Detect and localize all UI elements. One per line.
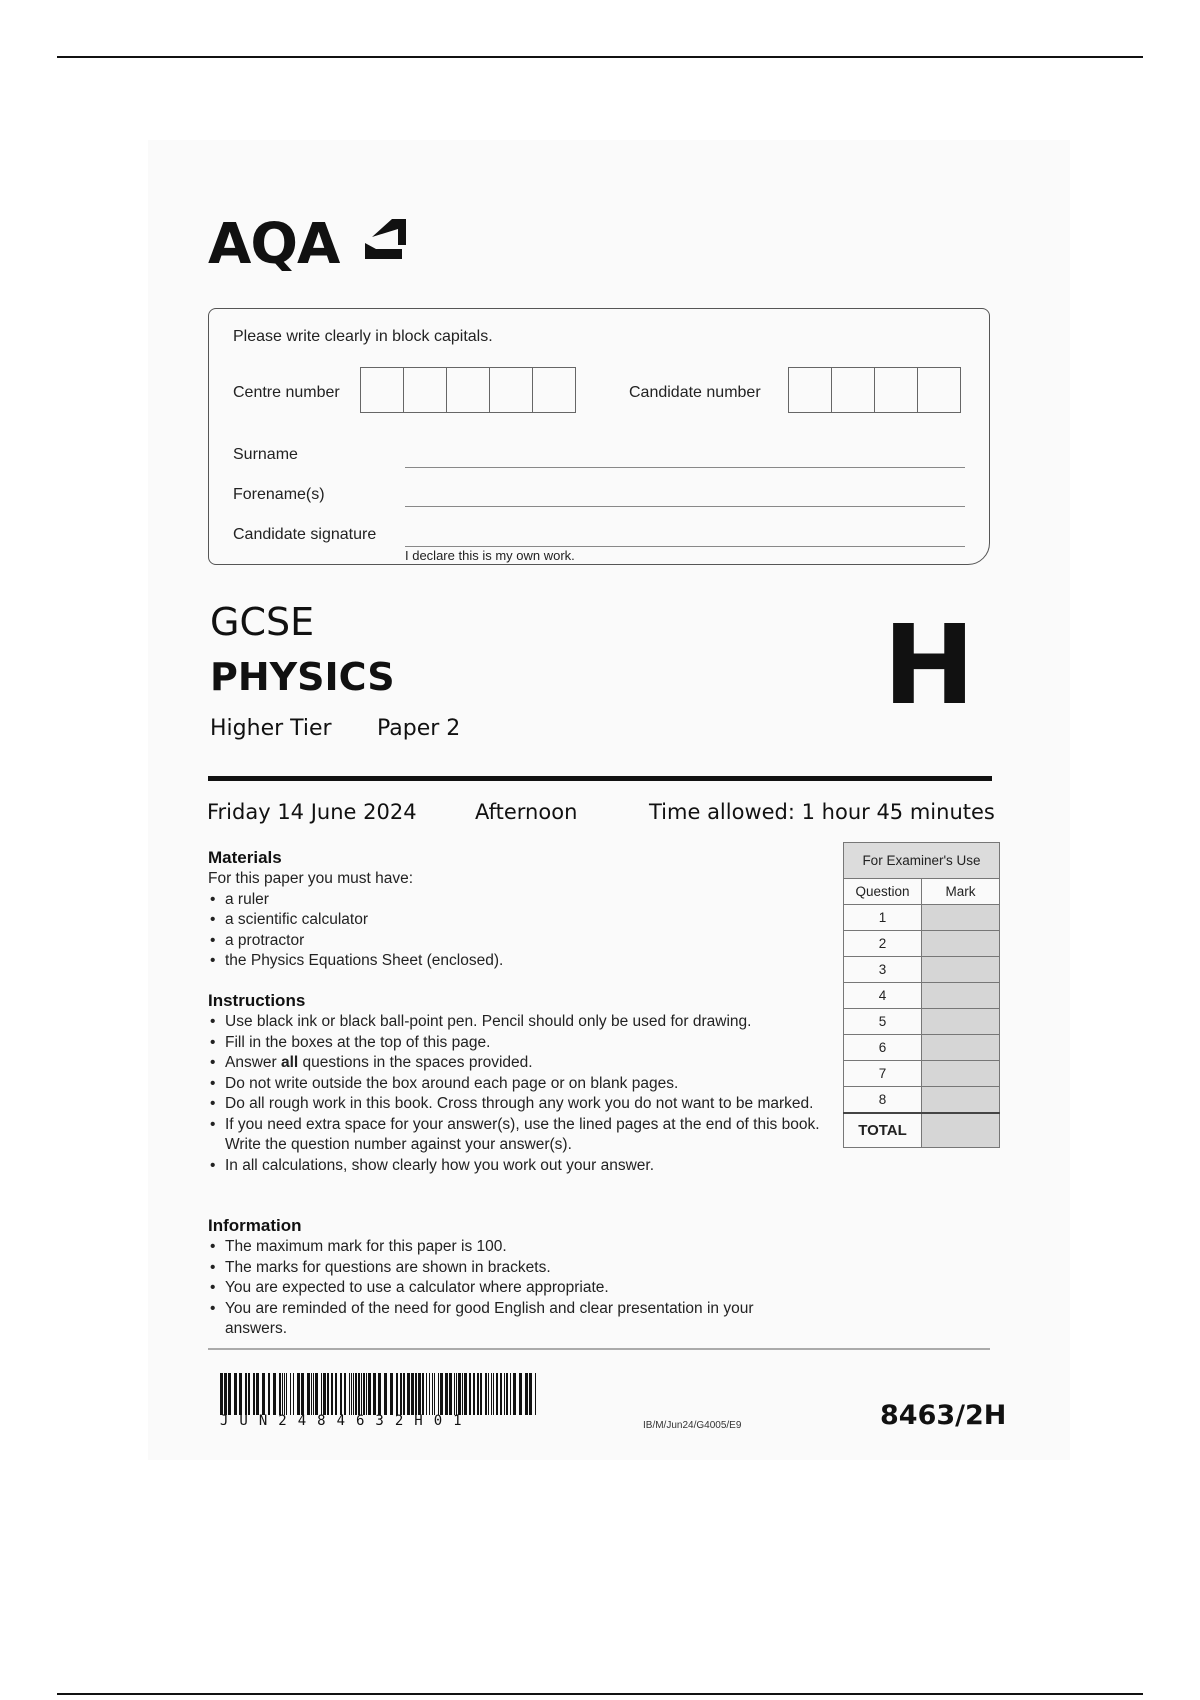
candidate-digit-box[interactable] [788, 367, 832, 413]
centre-digit-box[interactable] [532, 367, 576, 413]
table-row [844, 1061, 1000, 1087]
centre-number-label: Centre number [233, 384, 340, 401]
mark-cell[interactable] [922, 1009, 1000, 1035]
total-label: TOTAL [844, 1113, 922, 1148]
mark-cell[interactable] [922, 931, 1000, 957]
list-item: • a scientific calculator [208, 910, 828, 931]
materials-list [208, 890, 828, 972]
time-allowed: Time allowed: 1 hour 45 minutes [649, 800, 995, 824]
barcode-icon [220, 1373, 536, 1415]
list-item: • The maximum mark for this paper is 100. [208, 1237, 788, 1258]
materials-heading: Materials [208, 848, 282, 867]
information-heading: Information [208, 1216, 302, 1235]
list-item: • Do not write outside the box around each page or on blank pages. [208, 1074, 820, 1095]
list-item: • In all calculations, show clearly how you work out your answer. [208, 1156, 820, 1177]
information-list [208, 1237, 788, 1340]
mark-column-header: Mark [922, 879, 1000, 905]
candidate-number-boxes[interactable] [789, 367, 961, 413]
mark-cell[interactable] [922, 1087, 1000, 1114]
list-item: • The marks for questions are shown in brackets. [208, 1258, 788, 1279]
aqa-logo-mark-icon [362, 215, 408, 261]
exam-date: Friday 14 June 2024 [207, 800, 417, 824]
candidate-digit-box[interactable] [874, 367, 918, 413]
list-item: • You are reminded of the need for good English and clear presentation in your answers. [208, 1299, 788, 1340]
qualification-title: GCSE [210, 600, 315, 644]
instructions-heading: Instructions [208, 991, 306, 1010]
surname-label: Surname [233, 446, 298, 463]
mark-cell[interactable] [922, 983, 1000, 1009]
list-item: • the Physics Equations Sheet (enclosed). [208, 951, 828, 972]
top-page-rule [57, 56, 1143, 58]
signature-line[interactable] [405, 546, 965, 547]
exam-session: Afternoon [475, 800, 578, 824]
forename-label: Forename(s) [233, 486, 325, 503]
centre-digit-box[interactable] [489, 367, 533, 413]
surname-line[interactable] [405, 467, 965, 468]
declaration-text: I declare this is my own work. [405, 548, 575, 563]
list-item: • You are expected to use a calculator where appropriate. [208, 1278, 788, 1299]
tier-label: Higher Tier [210, 716, 332, 741]
list-item: • Fill in the boxes at the top of this page. [208, 1033, 820, 1054]
mark-cell[interactable] [922, 957, 1000, 983]
table-row [844, 931, 1000, 957]
document-reference: IB/M/Jun24/G4005/E9 [643, 1420, 742, 1431]
signature-label: Candidate signature [233, 526, 377, 543]
forename-line[interactable] [405, 506, 965, 507]
subject-title: PHYSICS [210, 655, 395, 699]
list-item: • a ruler [208, 890, 828, 911]
question-number: 3 [844, 957, 922, 983]
list-item: • Do all rough work in this book. Cross through any work you do not want to be marked. [208, 1094, 820, 1115]
centre-digit-box[interactable] [403, 367, 447, 413]
table-row [844, 905, 1000, 931]
list-item: • If you need extra space for your answer(s), use the lined pages at the end of this book. Write the question number against your answer(s). [208, 1115, 820, 1156]
question-number: 8 [844, 1087, 922, 1114]
table-row [844, 1035, 1000, 1061]
materials-intro: For this paper you must have: [208, 870, 414, 887]
aqa-logo-text: AQA [208, 212, 340, 277]
question-number: 4 [844, 983, 922, 1009]
table-row [844, 983, 1000, 1009]
information-section [208, 1215, 788, 1340]
centre-digit-box[interactable] [446, 367, 490, 413]
examiners-use-title: For Examiner's Use [844, 843, 1000, 879]
list-item: • a protractor [208, 931, 828, 952]
instructions-list [208, 1012, 820, 1176]
instructions-section [208, 990, 820, 1176]
bottom-page-rule [57, 1693, 1143, 1695]
paper-label: Paper 2 [377, 716, 461, 741]
mark-cell[interactable] [922, 1035, 1000, 1061]
examiners-use-table [843, 842, 1000, 1148]
mark-cell[interactable] [922, 1061, 1000, 1087]
candidate-digit-box[interactable] [917, 367, 961, 413]
aqa-logo [208, 212, 418, 287]
table-row [844, 1009, 1000, 1035]
centre-digit-box[interactable] [360, 367, 404, 413]
footer-divider [208, 1348, 990, 1350]
question-number: 7 [844, 1061, 922, 1087]
centre-number-boxes[interactable] [361, 367, 576, 413]
tier-letter: H [882, 601, 975, 729]
mark-cell[interactable] [922, 905, 1000, 931]
candidate-number-label: Candidate number [629, 384, 761, 401]
table-row [844, 957, 1000, 983]
question-number: 2 [844, 931, 922, 957]
materials-section [208, 847, 828, 972]
question-number: 6 [844, 1035, 922, 1061]
paper-code: 8463/2H [880, 1400, 1007, 1431]
barcode-number: JUN2484632H01 [220, 1413, 473, 1429]
question-number: 1 [844, 905, 922, 931]
question-number: 5 [844, 1009, 922, 1035]
header-divider [208, 776, 992, 781]
table-row [844, 1087, 1000, 1114]
list-item: • Answer all questions in the spaces provided. [208, 1053, 820, 1074]
question-column-header: Question [844, 879, 922, 905]
candidate-digit-box[interactable] [831, 367, 875, 413]
list-item: • Use black ink or black ball-point pen. Pencil should only be used for drawing. [208, 1012, 820, 1033]
total-mark-cell[interactable] [922, 1113, 1000, 1148]
total-row [844, 1113, 1000, 1148]
block-capitals-instruction: Please write clearly in block capitals. [233, 328, 493, 345]
